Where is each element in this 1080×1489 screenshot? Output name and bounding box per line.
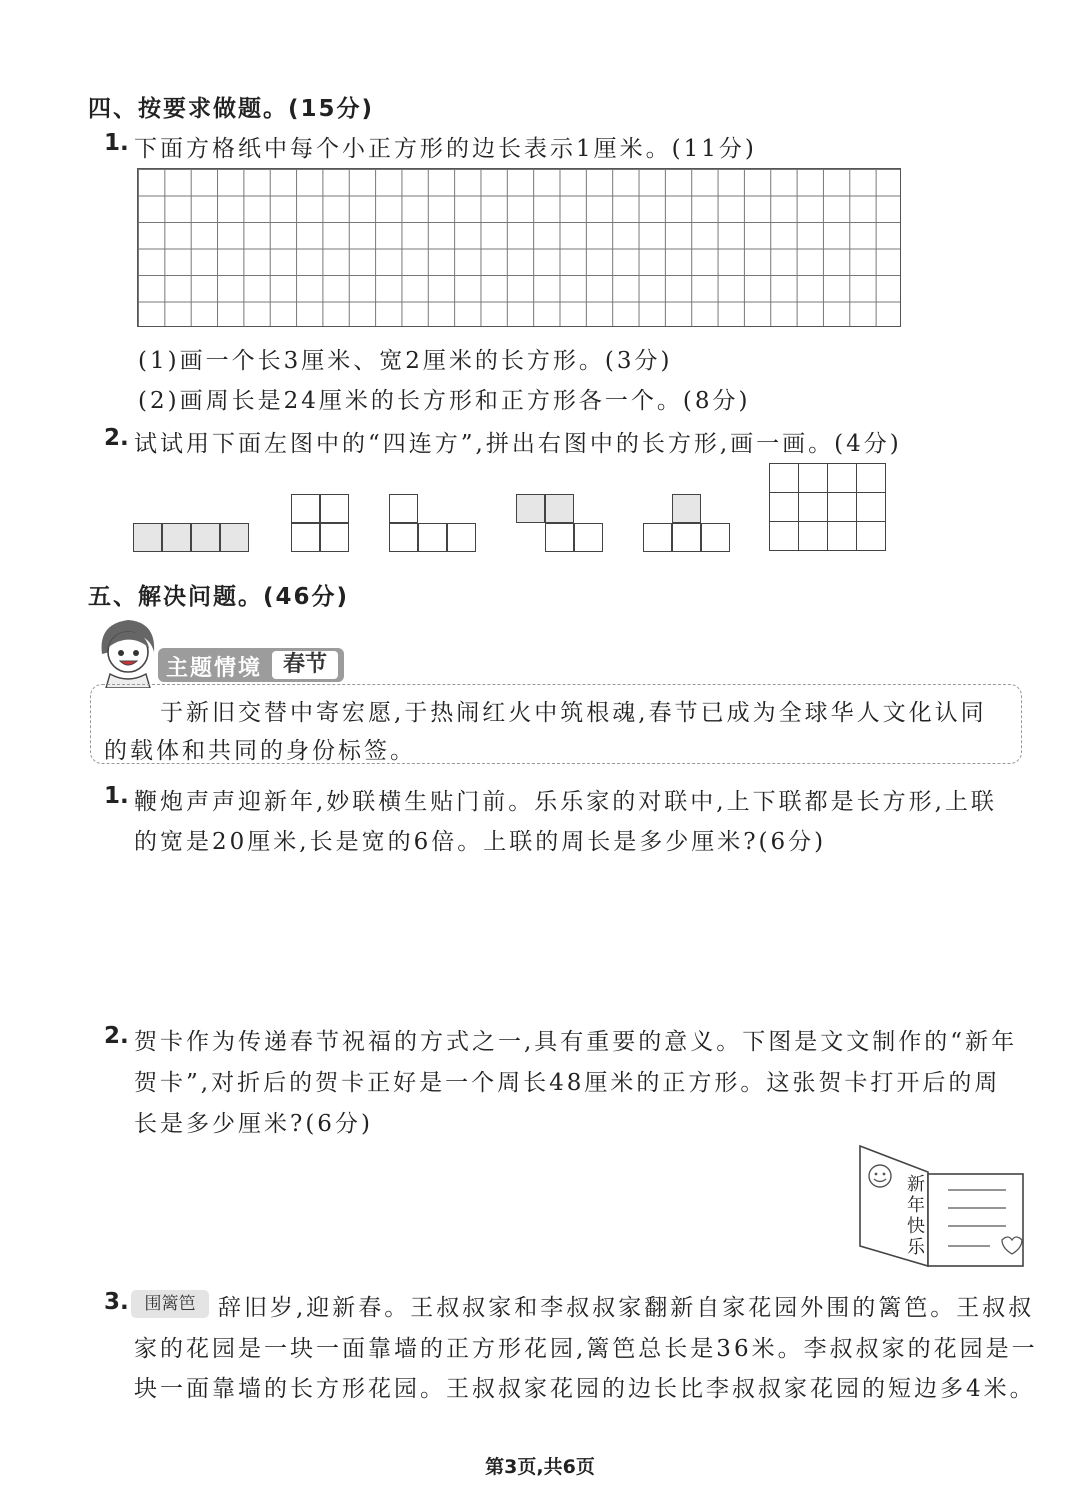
problem-3-tag: 围篱笆 bbox=[131, 1290, 209, 1318]
context-line-2: 的载体和共同的身份标签。 bbox=[104, 738, 416, 764]
problem-2-line-1: 贺卡作为传递春节祝福的方式之一,具有重要的意义。下图是文文制作的“新年 bbox=[134, 1029, 1018, 1055]
question-1-sub-2: (2)画周长是24厘米的长方形和正方形各一个。(8分) bbox=[138, 388, 751, 414]
page-footer: 第3页,共6页 bbox=[485, 1456, 595, 1478]
context-line-1: 于新旧交替中寄宏愿,于热闹红火中筑根魂,春节已成为全球华人文化认同 bbox=[160, 700, 987, 726]
question-2-number: 2. bbox=[104, 425, 129, 451]
problem-2-line-3: 长是多少厘米?(6分) bbox=[134, 1111, 373, 1137]
problem-1-number: 1. bbox=[104, 783, 129, 809]
section-4-title: 四、按要求做题。(15分) bbox=[88, 96, 375, 122]
problem-1-line-1: 鞭炮声声迎新年,妙联横生贴门前。乐乐家的对联中,上下联都是长方形,上联 bbox=[134, 789, 997, 815]
question-1-text: 下面方格纸中每个小正方形的边长表示1厘米。(11分) bbox=[134, 136, 757, 162]
problem-3-line-1: 辞旧岁,迎新春。王叔叔家和李叔叔家翻新自家花园外围的篱笆。王叔叔 bbox=[218, 1295, 1035, 1321]
theme-name: 春节 bbox=[272, 651, 338, 679]
card-greeting-text: 新年快乐 bbox=[907, 1174, 925, 1258]
square-grid-paper[interactable] bbox=[137, 168, 901, 327]
question-1-number: 1. bbox=[104, 130, 129, 156]
problem-1-line-2: 的宽是20厘米,长是宽的6倍。上联的周长是多少厘米?(6分) bbox=[134, 829, 827, 855]
section-5-title: 五、解决问题。(46分) bbox=[88, 584, 350, 610]
problem-3-number: 3. bbox=[104, 1289, 129, 1315]
question-1-sub-1: (1)画一个长3厘米、宽2厘米的长方形。(3分) bbox=[138, 348, 673, 374]
problem-2-line-2: 贺卡”,对折后的贺卡正好是一个周长48厘米的正方形。这张贺卡打开后的周 bbox=[134, 1070, 1001, 1096]
greeting-card-illustration bbox=[856, 1142, 1028, 1270]
question-2-text: 试试用下面左图中的“四连方”,拼出右图中的长方形,画一画。(4分) bbox=[134, 431, 902, 457]
theme-label: 主题情境 bbox=[166, 656, 263, 681]
girl-avatar-icon bbox=[92, 614, 164, 688]
problem-3-line-3: 块一面靠墙的长方形花园。王叔叔家花园的边长比李叔叔家花园的短边多4米。 bbox=[134, 1376, 1036, 1402]
problem-3-line-2: 家的花园是一块一面靠墙的正方形花园,篱笆总长是36米。李叔叔家的花园是一 bbox=[134, 1336, 1038, 1362]
problem-2-number: 2. bbox=[104, 1023, 129, 1049]
